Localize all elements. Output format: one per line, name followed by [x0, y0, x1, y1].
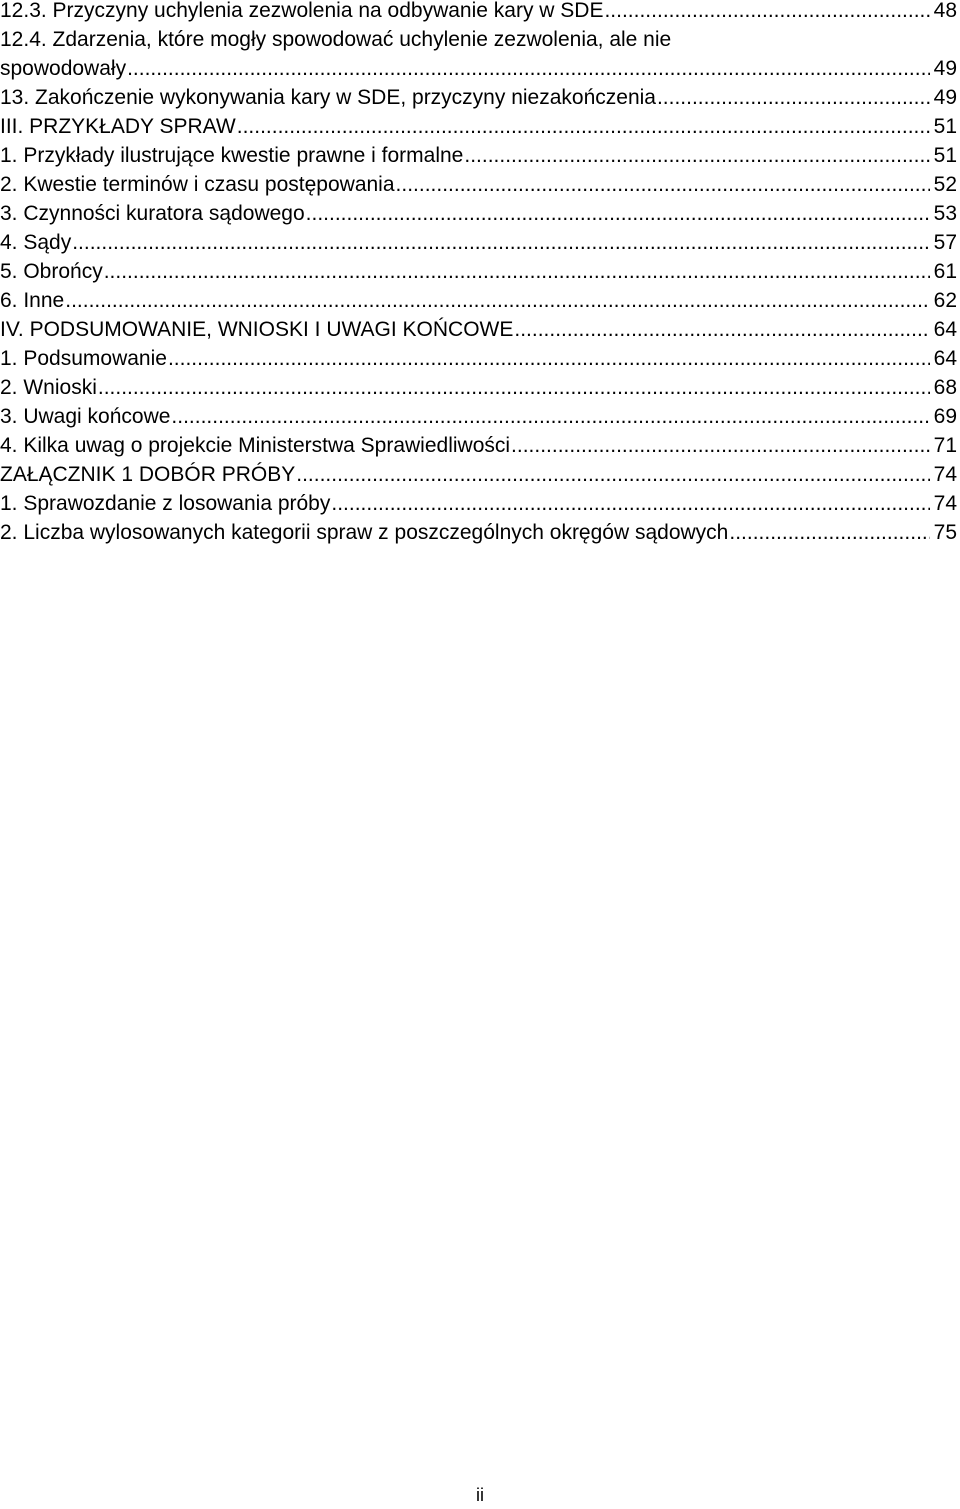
toc-entry-page: 61	[933, 260, 957, 283]
toc-dot-leader	[171, 402, 929, 431]
toc-entry[interactable]	[0, 286, 957, 315]
toc-entry-page: 51	[933, 144, 957, 167]
toc-entry[interactable]	[0, 25, 957, 54]
page-number: ii	[476, 1485, 484, 1505]
toc-dot-leader	[65, 286, 929, 315]
toc-entry[interactable]	[0, 344, 957, 373]
toc-entry-label: 3. Czynności kuratora sądowego	[0, 202, 305, 225]
toc-entry-label: 5. Obrońcy	[0, 260, 103, 283]
toc-entry-label: ZAŁĄCZNIK 1 DOBÓR PRÓBY	[0, 463, 296, 486]
toc-dot-leader	[464, 141, 929, 170]
toc-dot-leader	[98, 373, 930, 402]
toc-entry[interactable]	[0, 199, 957, 228]
toc-entry[interactable]	[0, 373, 957, 402]
toc-entry-label: 4. Sądy	[0, 231, 72, 254]
toc-entry[interactable]	[0, 315, 957, 344]
toc-entry-page: 62	[933, 289, 957, 312]
table-of-contents	[0, 0, 957, 547]
toc-entry[interactable]	[0, 228, 957, 257]
toc-entry-label: 12.3. Przyczyny uchylenia zezwolenia na odbywanie kary w SDE	[0, 0, 604, 22]
toc-entry-page: 69	[933, 405, 957, 428]
toc-entry[interactable]	[0, 489, 957, 518]
toc-dot-leader	[729, 518, 929, 547]
toc-entry[interactable]	[0, 112, 957, 141]
toc-dot-leader	[168, 344, 930, 373]
toc-entry-label: spowodowały	[0, 57, 127, 80]
toc-entry-label: 1. Sprawozdanie z losowania próby	[0, 492, 331, 515]
toc-entry-page: 74	[933, 463, 957, 486]
toc-entry[interactable]	[0, 54, 957, 83]
toc-entry-label: 4. Kilka uwag o projekcie Ministerstwa Sprawiedliwości	[0, 434, 511, 457]
toc-entry-page: 49	[933, 57, 957, 80]
toc-dot-leader	[514, 315, 929, 344]
toc-entry[interactable]	[0, 141, 957, 170]
toc-entry-page: 48	[933, 0, 957, 22]
toc-entry[interactable]	[0, 0, 957, 25]
toc-entry-page: 51	[933, 115, 957, 138]
toc-entry[interactable]	[0, 402, 957, 431]
toc-dot-leader	[72, 228, 929, 257]
toc-entry[interactable]	[0, 170, 957, 199]
toc-entry-page: 68	[933, 376, 957, 399]
toc-entry[interactable]	[0, 431, 957, 460]
toc-dot-leader	[127, 54, 930, 83]
toc-entry[interactable]	[0, 460, 957, 489]
toc-entry-label: 1. Podsumowanie	[0, 347, 167, 370]
toc-entry[interactable]	[0, 518, 957, 547]
toc-entry-page: 53	[933, 202, 957, 225]
toc-entry-label: 12.4. Zdarzenia, które mogły spowodować uchylenie zezwolenia, ale nie	[0, 28, 672, 51]
toc-dot-leader	[604, 0, 929, 25]
toc-entry-page: 52	[933, 173, 957, 196]
toc-entry-label: III. PRZYKŁADY SPRAW	[0, 115, 236, 138]
toc-entry[interactable]	[0, 257, 957, 286]
toc-dot-leader	[331, 489, 929, 518]
toc-entry-page: 64	[933, 318, 957, 341]
toc-entry-page: 57	[933, 231, 957, 254]
toc-entry-label: 1. Przykłady ilustrujące kwestie prawne i formalne	[0, 144, 464, 167]
toc-entry-label: IV. PODSUMOWANIE, WNIOSKI I UWAGI KOŃCOWE	[0, 318, 514, 341]
toc-entry-page: 74	[933, 492, 957, 515]
toc-entry-label: 2. Wnioski	[0, 376, 97, 399]
toc-entry-label: 3. Uwagi końcowe	[0, 405, 171, 428]
toc-entry-label: 6. Inne	[0, 289, 65, 312]
toc-entry-page: 49	[933, 86, 957, 109]
toc-dot-leader	[296, 460, 929, 489]
toc-entry-page: 64	[933, 347, 957, 370]
toc-entry-page: 75	[933, 521, 957, 544]
toc-dot-leader	[237, 112, 930, 141]
toc-dot-leader	[657, 83, 930, 112]
toc-entry-label: 13. Zakończenie wykonywania kary w SDE, przyczyny niezakończenia	[0, 86, 656, 109]
toc-dot-leader	[396, 170, 930, 199]
toc-entry-label: 2. Kwestie terminów i czasu postępowania	[0, 173, 395, 196]
toc-entry-label: 2. Liczba wylosowanych kategorii spraw z poszczególnych okręgów sądowych	[0, 521, 729, 544]
toc-dot-leader	[306, 199, 930, 228]
toc-dot-leader	[104, 257, 930, 286]
toc-entry-page: 71	[933, 434, 957, 457]
toc-entry[interactable]	[0, 83, 957, 112]
toc-dot-leader	[511, 431, 930, 460]
